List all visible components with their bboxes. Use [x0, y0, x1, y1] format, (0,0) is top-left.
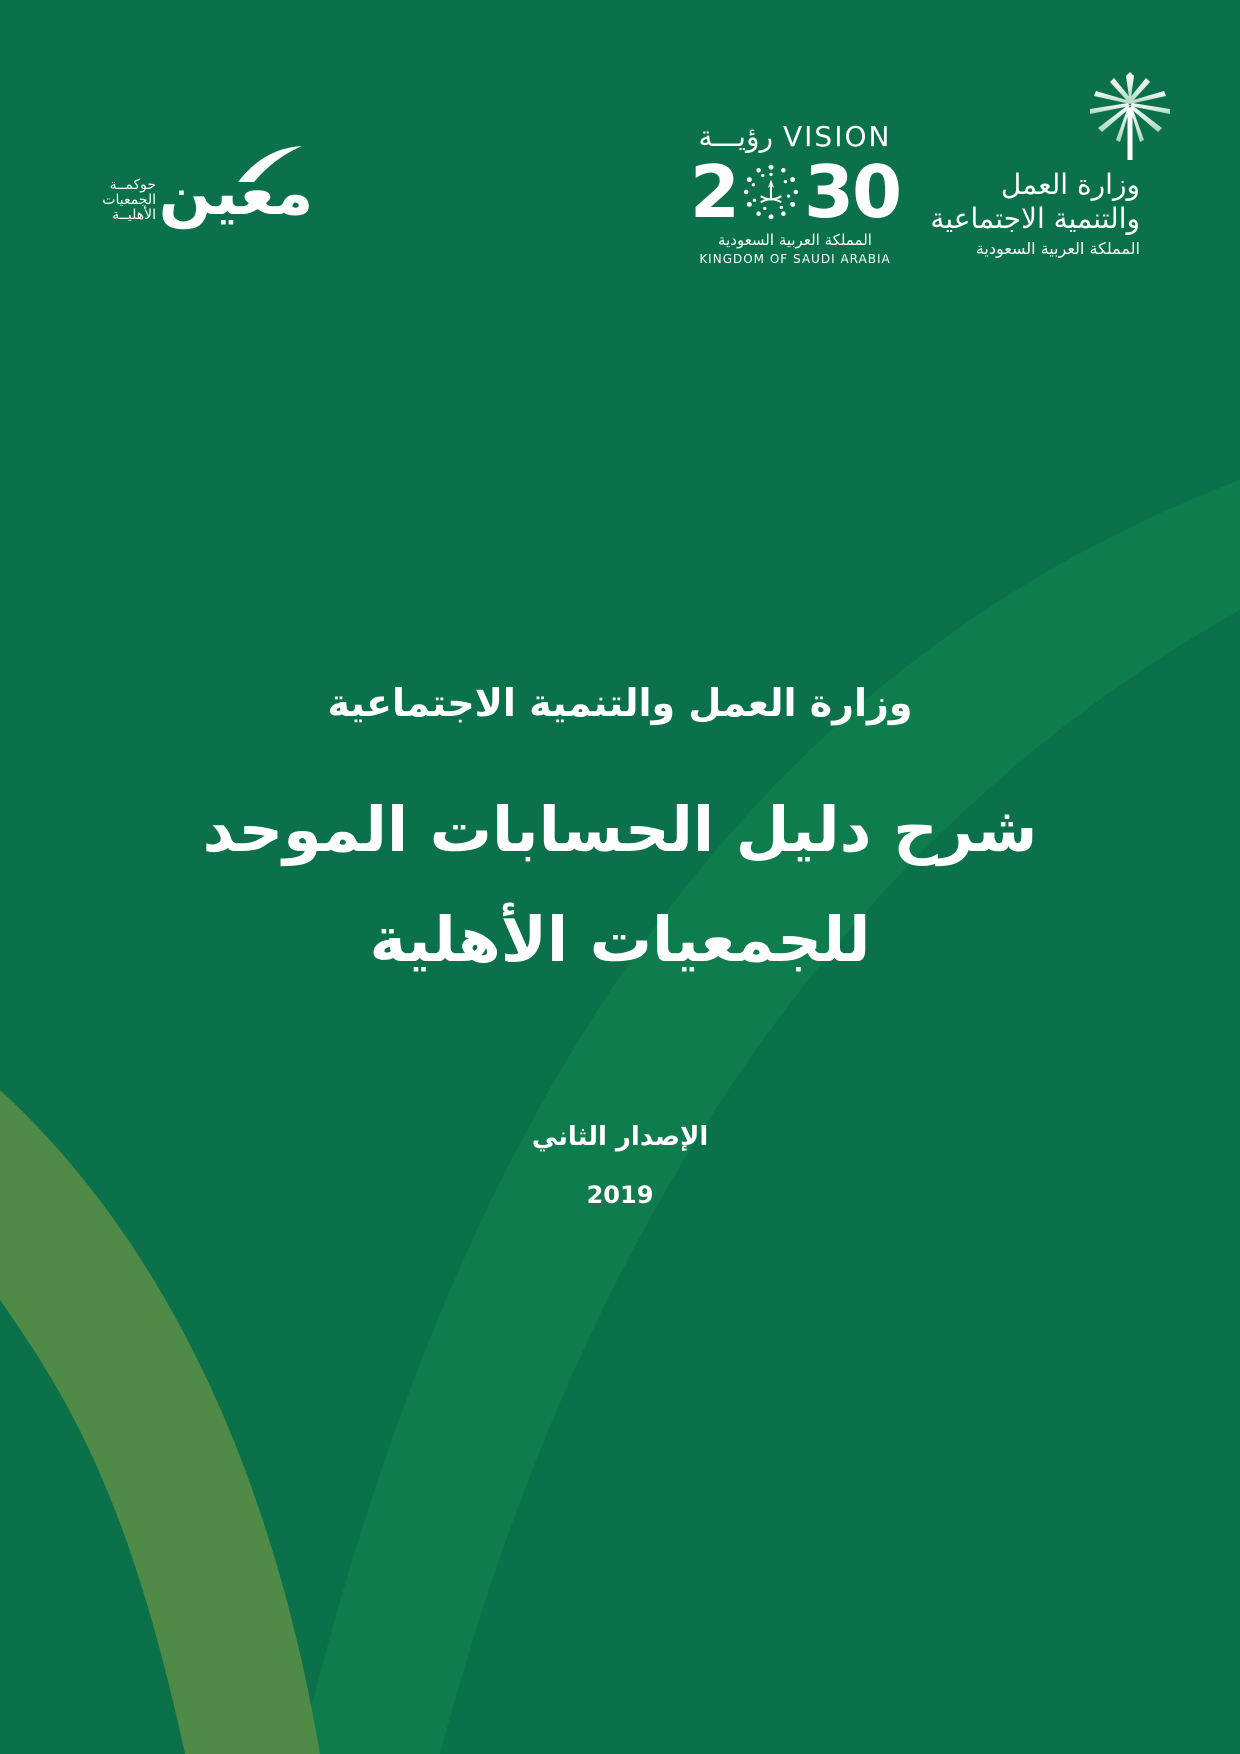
- vision-emblem-icon: [740, 161, 802, 223]
- vision-year-left: 2: [689, 150, 738, 234]
- ministry-title: وزارة العمل والتنمية الاجتماعية: [327, 681, 913, 725]
- vision-2030-logo: [680, 118, 910, 278]
- maeen-word: معين: [158, 156, 314, 229]
- document-title-line1: شرح دليل الحسابات الموحد: [202, 793, 1038, 866]
- maeen-logo-subtitle: [84, 178, 156, 223]
- ministry-logo-text: [910, 168, 1140, 262]
- ministry-logo-line3: المملكة العربية السعودية: [975, 239, 1140, 258]
- vision-year: [680, 150, 910, 234]
- maeen-swoosh-icon: [234, 144, 304, 184]
- vision-country-ar: المملكة العربية السعودية: [718, 231, 872, 249]
- maeen-subtitle-line1: حوكمــة: [109, 177, 156, 193]
- vision-year-right: 30: [803, 150, 901, 234]
- maeen-subtitle-line2: الجمعيات: [102, 192, 156, 208]
- vision-heading: [680, 118, 910, 154]
- document-title-line2: للجمعيات الأهلية: [369, 903, 871, 976]
- maeen-logo: [84, 148, 314, 238]
- palm-tree-icon: [1080, 72, 1180, 172]
- edition-label: الإصدار الثاني: [531, 1122, 709, 1152]
- vision-word-ar: رؤيـــة: [698, 119, 774, 153]
- ministry-logo-line2: والتنمية الاجتماعية: [930, 202, 1140, 235]
- ministry-logo: [930, 72, 1140, 272]
- vision-country-en: KINGDOM OF SAUDI ARABIA: [699, 252, 891, 266]
- publication-year: 2019: [586, 1181, 654, 1209]
- maeen-subtitle-line3: الأهليــة: [112, 207, 156, 223]
- vision-word-en: VISION: [783, 119, 892, 153]
- ministry-logo-line1: وزارة العمل: [1000, 168, 1140, 201]
